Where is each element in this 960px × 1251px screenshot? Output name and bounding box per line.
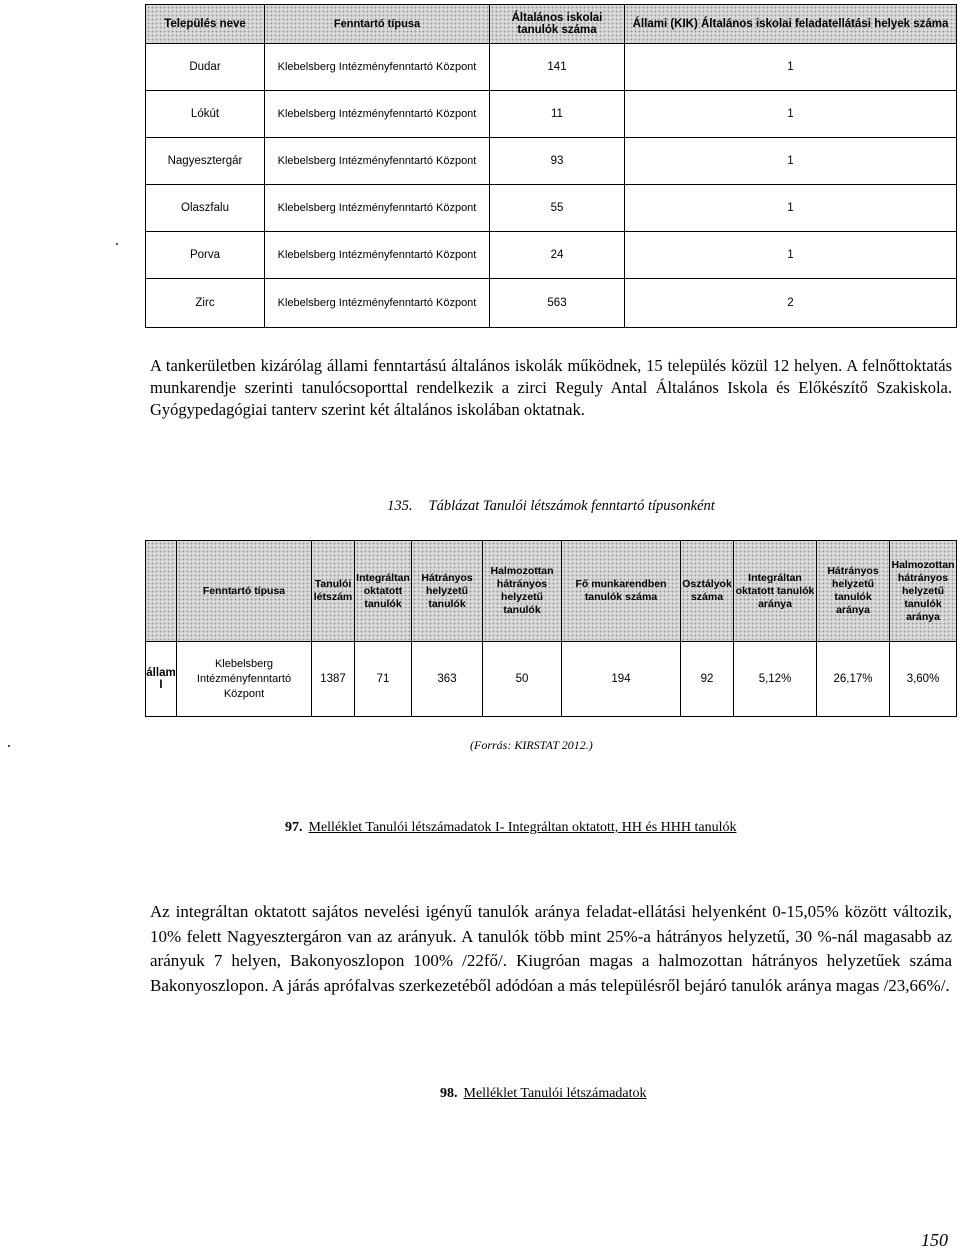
maintainer-cell: Klebelsberg Intézményfenntartó Központ — [265, 91, 490, 138]
header-classes: Osztályok száma — [681, 541, 734, 642]
school-sites-table — [145, 4, 957, 328]
table-row — [146, 44, 957, 91]
maintainer-cell: Klebelsberg Intézményfenntartó Központ — [265, 185, 490, 232]
annex-98-heading — [440, 1086, 647, 1102]
maintainer-cell: Klebelsberg Intézményfenntartó Központ — [265, 44, 490, 91]
settlement-cell: Porva — [146, 232, 265, 279]
type-cell: állam I — [146, 642, 177, 717]
maintainer-cell: Klebelsberg Intézményfenntartó Központ — [265, 138, 490, 185]
table-header-row — [146, 5, 957, 44]
student-count-cell: 563 — [490, 279, 625, 328]
student-count-cell: 24 — [490, 232, 625, 279]
header-blank — [146, 541, 177, 642]
page-number: 150 — [921, 1230, 948, 1250]
header-student-count: Általános iskolai tanulók száma — [490, 5, 625, 44]
student-count-cell: 1387 — [312, 642, 355, 717]
students-by-maintainer-table — [145, 540, 957, 717]
classes-cell: 92 — [681, 642, 734, 717]
table-row — [146, 91, 957, 138]
student-count-cell: 93 — [490, 138, 625, 185]
table-row — [146, 279, 957, 328]
maintainer-cell: Klebelsberg Intézményfenntartó Központ — [265, 232, 490, 279]
header-maintainer-type: Fenntartó típusa — [177, 541, 312, 642]
student-count-cell: 141 — [490, 44, 625, 91]
main-schedule-cell: 194 — [562, 642, 681, 717]
header-multiply-disadvantaged-ratio: Halmozottan hátrányos helyzetű tanulók aránya — [890, 541, 957, 642]
table-caption — [150, 498, 952, 515]
annex-97-heading — [285, 820, 736, 836]
site-count-cell: 1 — [625, 185, 957, 232]
header-disadvantaged-ratio: Hátrányos helyzetű tanulók aránya — [817, 541, 890, 642]
table-header-row — [146, 541, 957, 642]
settlement-cell: Olaszfalu — [146, 185, 265, 232]
header-student-count: Tanulói létszám — [312, 541, 355, 642]
site-count-cell: 1 — [625, 91, 957, 138]
settlement-cell: Zirc — [146, 279, 265, 328]
student-count-cell: 11 — [490, 91, 625, 138]
scan-speck — [8, 745, 10, 747]
header-site-count: Állami (KIK) Általános iskolai feladatellátási helyek száma — [625, 5, 957, 44]
paragraph-school-network: A tankerületben kizárólag állami fenntartású általános iskolák működnek, 15 település közül 12 helyen. A felnőttoktatás munkarendje szerinti tanulócsoporttal rendelkezik a zirci Reguly Antal Általános Iskola és Előkészítő Szakiskola. Gyógypedagógiai tanterv szerint két általános iskolában oktatnak. — [150, 356, 952, 419]
integrated-ratio-cell: 5,12% — [734, 642, 817, 717]
disadvantaged-cell: 363 — [412, 642, 483, 717]
settlement-cell: Dudar — [146, 44, 265, 91]
multiply-disadvantaged-cell: 50 — [483, 642, 562, 717]
header-integrated: Integráltan oktatott tanulók — [355, 541, 412, 642]
table-row — [146, 642, 957, 717]
paragraph-integrated-students: Az integráltan oktatott sajátos nevelési igényű tanulók aránya feladat-ellátási helyenként 0-15,05% között változik, 10% felett Nagyesztergáron van az arányuk. A tanulók több mint 25%-a hátrányos helyzetű, 30 %-nál magasabb az arányuk 7 helyen, Bakonyoszlopon 100% /22fő/. Kiugróan magas a halmozottan hátrányos helyzetűek száma Bakonyoszlopon. A járás aprófalvas szerkezetéből adódóan a más településről bejáró tanulók aránya magas /23,66%/. — [150, 902, 952, 995]
site-count-cell: 1 — [625, 138, 957, 185]
header-disadvantaged: Hátrányos helyzetű tanulók — [412, 541, 483, 642]
caption-title: Táblázat Tanulói létszámok fenntartó típusonként — [428, 498, 715, 514]
table-row — [146, 232, 957, 279]
integrated-cell: 71 — [355, 642, 412, 717]
student-count-cell: 55 — [490, 185, 625, 232]
source-note: (Forrás: KIRSTAT 2012.) — [470, 738, 593, 752]
disadvantaged-ratio-cell: 26,17% — [817, 642, 890, 717]
table-row — [146, 185, 957, 232]
header-maintainer-type: Fenntartó típusa — [265, 5, 490, 44]
site-count-cell: 2 — [625, 279, 957, 328]
settlement-cell: Lókút — [146, 91, 265, 138]
site-count-cell: 1 — [625, 232, 957, 279]
maintainer-cell: Klebelsberg Intézményfenntartó Központ — [177, 642, 312, 717]
header-multiply-disadvantaged: Halmozottan hátrányos helyzetű tanulók — [483, 541, 562, 642]
header-main-schedule: Fő munkarendben tanulók száma — [562, 541, 681, 642]
site-count-cell: 1 — [625, 44, 957, 91]
caption-number: 135. — [387, 498, 413, 514]
multiply-disadvantaged-ratio-cell: 3,60% — [890, 642, 957, 717]
table-row — [146, 138, 957, 185]
settlement-cell: Nagyesztergár — [146, 138, 265, 185]
maintainer-cell: Klebelsberg Intézményfenntartó Központ — [265, 279, 490, 328]
annex-number: 98. — [440, 1086, 458, 1101]
annex-number: 97. — [285, 820, 303, 835]
scan-speck — [116, 243, 118, 245]
annex-title: Melléklet Tanulói létszámadatok I- Integráltan oktatott, HH és HHH tanulók — [308, 820, 737, 835]
header-settlement: Település neve — [146, 5, 265, 44]
annex-title: Melléklet Tanulói létszámadatok — [463, 1086, 647, 1101]
header-integrated-ratio: Integráltan oktatott tanulók aránya — [734, 541, 817, 642]
